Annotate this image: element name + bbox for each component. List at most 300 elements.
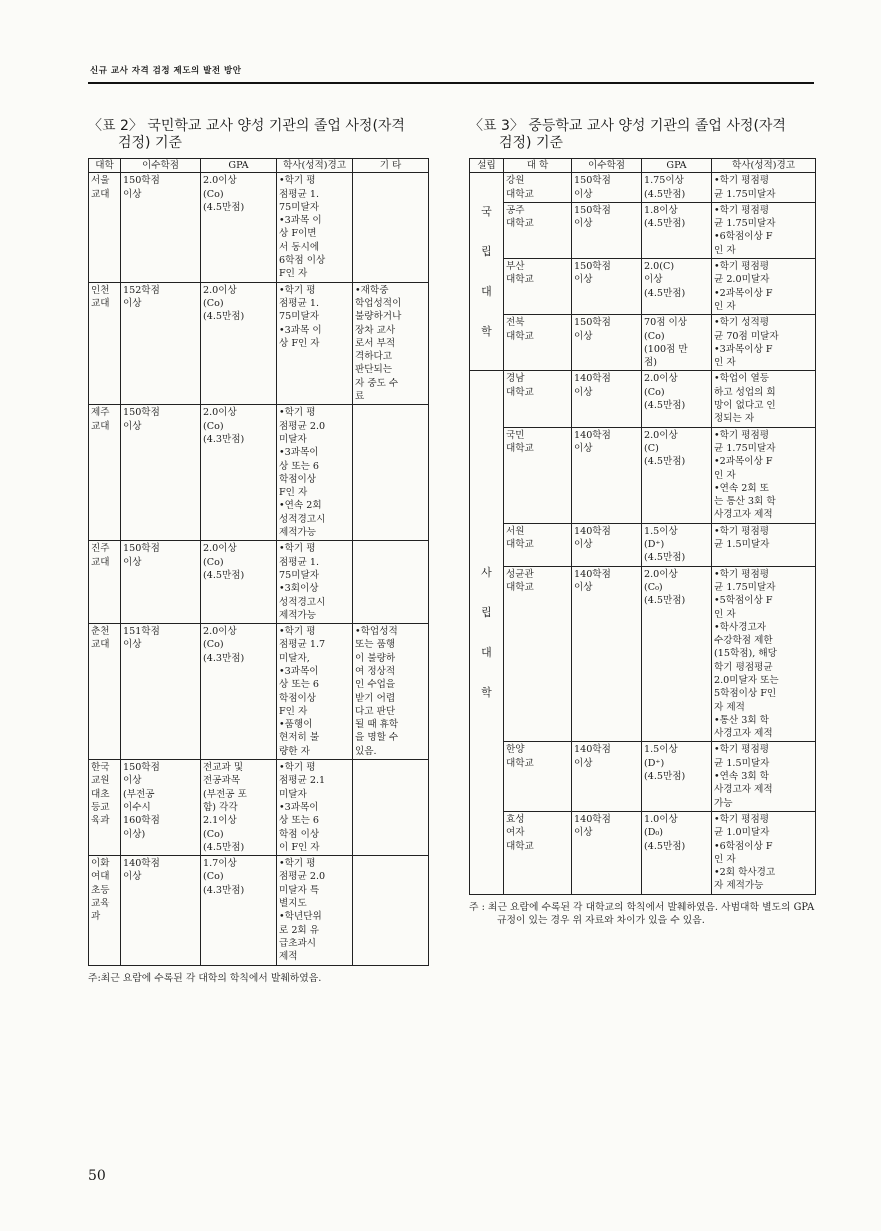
school-cell-line: 효성 <box>506 813 525 825</box>
gpa-cell <box>201 760 277 856</box>
establishment-char: 학 <box>481 324 492 338</box>
credits-cell-line: 이상 <box>574 827 593 839</box>
establishment-char: 대 <box>481 645 492 659</box>
warning-cell-line: 상 또는 6 <box>279 679 320 691</box>
warning-cell-line: 균 1.75미달자 <box>714 581 776 593</box>
warning-cell-line: •학기 평 <box>279 175 316 187</box>
table-row <box>89 405 429 541</box>
table3-header-cell: 대 학 <box>504 159 572 173</box>
gpa-cell-line: (4.5만점) <box>644 400 686 412</box>
credits-cell-line: 이상 <box>574 757 593 769</box>
table-row <box>470 566 816 742</box>
gpa-cell-line: (Co) <box>203 297 224 309</box>
warning-cell-line: •학기 평 <box>279 543 316 555</box>
table3-header-cell: GPA <box>642 159 712 173</box>
school-cell <box>504 427 572 523</box>
table-row <box>89 856 429 965</box>
gpa-cell-line: (4.5만점) <box>644 218 686 230</box>
gpa-cell <box>642 371 712 427</box>
gpa-cell-line: (4.3만점) <box>203 433 245 445</box>
credits-cell-line: 140학점 <box>574 429 611 441</box>
gpa-cell-line: (4.3만점) <box>203 884 245 896</box>
warning-cell-line: •학기 평 <box>279 762 316 774</box>
table2-caption-line2: 검정) 기준 <box>118 135 183 151</box>
warning-cell <box>712 259 816 315</box>
credits-cell-line: 140학점 <box>574 813 611 825</box>
school-cell-line: 대학교 <box>506 330 534 342</box>
school-cell-line: 초등 <box>91 884 110 896</box>
credits-cell <box>121 173 201 282</box>
table-row <box>470 811 816 894</box>
school-cell <box>504 202 572 258</box>
table-row <box>470 742 816 811</box>
gpa-cell <box>642 427 712 523</box>
gpa-cell-line: (Co) <box>203 556 224 568</box>
table-row <box>89 760 429 856</box>
warning-cell-line: F인 자 <box>279 705 308 717</box>
school-cell-line: 서원 <box>506 525 525 537</box>
gpa-cell-line: (4.5만점) <box>644 188 686 200</box>
other-cell-line: 판단되는 <box>355 364 393 376</box>
credits-cell-line: 151학점 <box>123 626 160 638</box>
table-row <box>89 541 429 624</box>
warning-cell-line: 학점 이상 <box>279 828 320 840</box>
gpa-cell-line: (D⁺) <box>644 757 665 769</box>
table3-header-cell: 설립 <box>470 159 504 173</box>
other-cell <box>353 405 429 541</box>
gpa-cell-line: 2.0(C) <box>644 261 675 273</box>
school-cell <box>504 742 572 811</box>
warning-cell <box>712 371 816 427</box>
gpa-cell-line: 점) <box>644 357 658 369</box>
warning-cell-line: 균 1.0미달자 <box>714 827 770 839</box>
gpa-cell-line: (Co) <box>203 420 224 432</box>
warning-cell-line: 점평균 1. <box>279 297 320 309</box>
school-cell-line: 대학교 <box>506 581 534 593</box>
gpa-cell-line: (Co) <box>644 330 665 342</box>
school-cell-line: 여대 <box>91 871 110 883</box>
warning-cell-line: •3과목이 <box>279 447 319 459</box>
warning-cell-line: •연속 2회 <box>279 500 322 512</box>
warning-cell-line: 상 F인 자 <box>279 337 320 349</box>
gpa-cell-line: 1.5이상 <box>644 525 678 537</box>
warning-cell <box>277 405 353 541</box>
warning-cell-line: 성적경고시 <box>279 513 326 525</box>
warning-cell-line: 자 제적가능 <box>714 880 764 892</box>
warning-cell-line: F인 자 <box>279 268 308 280</box>
school-cell-line: 교대 <box>91 188 110 200</box>
warning-cell-line: •학기 평점평 <box>714 568 770 580</box>
warning-cell-line: 75미달자 <box>279 311 320 323</box>
school-cell-line: 인천 <box>91 284 110 296</box>
gpa-cell-line: 2.1이상 <box>203 815 237 827</box>
other-cell-line: 될 때 휴학 <box>355 719 399 731</box>
credits-cell-line: 150학점 <box>574 317 611 329</box>
establishment-cell <box>470 173 504 371</box>
warning-cell-line: •학기 평점평 <box>714 813 770 825</box>
school-cell <box>89 282 121 405</box>
table3-caption <box>469 118 815 152</box>
credits-cell-line: 이상 <box>123 639 142 651</box>
credits-cell <box>121 405 201 541</box>
other-cell-line: 로서 부적 <box>355 337 396 349</box>
warning-cell-line: •통산 3회 학 <box>714 714 769 726</box>
warning-cell-line: 학기 평점평균 <box>714 661 773 673</box>
table2-caption <box>88 118 428 152</box>
table2-header-cell: 이수학점 <box>121 159 201 173</box>
warning-cell-line: 인 자 <box>714 244 736 256</box>
warning-cell-line: •3과목이 <box>279 665 319 677</box>
table3-header-cell: 이수학점 <box>572 159 642 173</box>
credits-cell-line: 이상 <box>123 420 142 432</box>
other-cell-line: 인 수업을 <box>355 679 396 691</box>
gpa-cell-line: (4.5만점) <box>203 311 245 323</box>
gpa-cell-line: 2.0이상 <box>644 568 678 580</box>
school-cell-line: 등교 <box>91 801 110 813</box>
school-cell-line: 한국 <box>91 762 110 774</box>
gpa-cell-line: 1.7이상 <box>203 858 237 870</box>
warning-cell-line: 수강학점 제한 <box>714 635 773 647</box>
school-cell-line: 경남 <box>506 373 525 385</box>
school-cell-line: 부산 <box>506 261 525 273</box>
school-cell-line: 교대 <box>91 639 110 651</box>
running-header: 신규 교사 자격 검정 제도의 발전 방안 <box>90 66 242 76</box>
warning-cell <box>277 282 353 405</box>
credits-cell-line: 이상 <box>574 188 593 200</box>
warning-cell-line: •학기 평점평 <box>714 744 770 756</box>
warning-cell-line: 점평균 2.0 <box>279 871 326 883</box>
warning-cell-line: •학기 성적평 <box>714 317 770 329</box>
credits-cell <box>572 566 642 742</box>
gpa-cell-line: (4.3만점) <box>203 652 245 664</box>
warning-cell-line: 5학점이상 F인 <box>714 688 777 700</box>
gpa-cell-line: 2.0이상 <box>644 373 678 385</box>
warning-cell-line: 제적가능 <box>279 527 317 539</box>
other-cell <box>353 173 429 282</box>
school-cell <box>504 371 572 427</box>
gpa-cell-line: (C₀) <box>644 581 663 593</box>
gpa-cell <box>642 315 712 371</box>
gpa-cell-line: 이상 <box>644 274 663 286</box>
warning-cell <box>712 427 816 523</box>
warning-cell-line: 인 자 <box>714 853 736 865</box>
warning-cell-line: 인 자 <box>714 469 736 481</box>
warning-cell-line: 상 또는 6 <box>279 460 320 472</box>
table2-body <box>89 173 429 965</box>
gpa-cell <box>642 742 712 811</box>
warning-cell-line: •학사경고자 <box>714 621 766 633</box>
credits-cell <box>572 523 642 566</box>
gpa-cell-line: 2.0이상 <box>203 626 237 638</box>
table2-header-cell: GPA <box>201 159 277 173</box>
warning-cell-line: 75미달자 <box>279 569 320 581</box>
other-cell <box>353 541 429 624</box>
warning-cell <box>712 523 816 566</box>
table3 <box>469 158 816 895</box>
table3-header-row <box>470 159 816 173</box>
warning-cell-line: •3과목 이 <box>279 324 322 336</box>
gpa-cell-line: 2.0이상 <box>203 407 237 419</box>
gpa-cell-line: (Co) <box>203 639 224 651</box>
warning-cell-line: 점평균 2.1 <box>279 775 326 787</box>
credits-cell-line: 140학점 <box>574 568 611 580</box>
warning-cell-line: 사경고자 제적 <box>714 509 773 521</box>
gpa-cell <box>642 523 712 566</box>
table-row <box>470 427 816 523</box>
table-row <box>89 624 429 760</box>
table2-header-cell: 학사(성적)경고 <box>277 159 353 173</box>
other-cell-line: •학업성적 <box>355 626 398 638</box>
warning-cell-line: 균 1.75미달자 <box>714 442 776 454</box>
school-cell-line: 대학교 <box>506 840 534 852</box>
gpa-cell <box>201 541 277 624</box>
table2 <box>88 158 429 966</box>
credits-cell-line: 140학점 <box>123 858 160 870</box>
warning-cell-line: 제적가능 <box>279 609 317 621</box>
school-cell <box>504 173 572 203</box>
credits-cell-line: 150학점 <box>574 175 611 187</box>
credits-cell-line: 이상 <box>574 539 593 551</box>
credits-cell-line: 이수시 <box>123 801 151 813</box>
school-cell-line: 진주 <box>91 543 110 555</box>
other-cell-line: 료 <box>355 391 365 403</box>
warning-cell-line: •학기 평 <box>279 284 316 296</box>
credits-cell-line: 150학점 <box>123 762 160 774</box>
warning-cell-line: 자 제적 <box>714 701 745 713</box>
gpa-cell-line: (부전공 포 <box>203 788 247 800</box>
credits-cell <box>121 541 201 624</box>
school-cell-line: 한양 <box>506 744 525 756</box>
establishment-char: 립 <box>481 605 492 619</box>
school-cell-line: 이화 <box>91 858 110 870</box>
establishment-char: 립 <box>481 244 492 258</box>
credits-cell-line: 이상 <box>574 330 593 342</box>
credits-cell-line: 140학점 <box>574 744 611 756</box>
warning-cell-line: 균 2.0미달자 <box>714 274 770 286</box>
school-cell <box>89 760 121 856</box>
credits-cell-line: 이상 <box>123 297 142 309</box>
establishment-char: 사 <box>481 565 492 579</box>
gpa-cell-line: (Co) <box>203 828 224 840</box>
gpa-cell-line: 2.0이상 <box>203 175 237 187</box>
school-cell-line: 교대 <box>91 420 110 432</box>
credits-cell-line: 150학점 <box>123 407 160 419</box>
credits-cell-line: 140학점 <box>574 373 611 385</box>
warning-cell-line: •학기 평점평 <box>714 261 770 273</box>
gpa-cell-line: 2.0이상 <box>644 429 678 441</box>
page-number: 50 <box>88 1168 106 1184</box>
credits-cell <box>121 282 201 405</box>
warning-cell-line: 가능 <box>714 797 733 809</box>
credits-cell-line: 150학점 <box>123 543 160 555</box>
credits-cell <box>121 760 201 856</box>
other-cell-line: 자 중도 수 <box>355 377 399 389</box>
gpa-cell-line: 70점 이상 <box>644 317 688 329</box>
warning-cell-line: 미달자 <box>279 433 307 445</box>
school-cell-line: 강원 <box>506 175 525 187</box>
gpa-cell-line: (4.5만점) <box>644 552 686 564</box>
gpa-cell-line: (4.5만점) <box>644 595 686 607</box>
warning-cell-line: 제적 <box>279 951 298 963</box>
gpa-cell-line: (100점 만 <box>644 343 688 355</box>
left-column <box>88 118 428 985</box>
table-row <box>470 202 816 258</box>
credits-cell <box>572 742 642 811</box>
table2-header-row <box>89 159 429 173</box>
warning-cell-line: •3과목이상 F <box>714 343 773 355</box>
warning-cell-line: •2과목이상 F <box>714 287 773 299</box>
credits-cell-line: 이상 <box>123 775 142 787</box>
other-cell-line: 다고 판단 <box>355 705 396 717</box>
establishment-cell <box>470 371 504 894</box>
gpa-cell <box>201 173 277 282</box>
school-cell-line: 대학교 <box>506 757 534 769</box>
table-row <box>470 371 816 427</box>
warning-cell-line: 미달자 특 <box>279 884 320 896</box>
gpa-cell <box>642 811 712 894</box>
school-cell <box>504 315 572 371</box>
table-row <box>89 282 429 405</box>
table-row <box>470 259 816 315</box>
table2-note: 주:최근 요람에 수록된 각 대학의 학칙에서 발췌하였음. <box>88 972 322 984</box>
school-cell-line: 대학교 <box>506 188 534 200</box>
school-cell <box>504 566 572 742</box>
warning-cell <box>712 315 816 371</box>
school-cell-line: 서울 <box>91 175 110 187</box>
warning-cell <box>712 742 816 811</box>
warning-cell-line: •학업이 열등 <box>714 373 770 385</box>
school-cell-line: 교육 <box>91 898 110 910</box>
credits-cell <box>572 202 642 258</box>
warning-cell-line: 사경고자 제적 <box>714 728 773 740</box>
credits-cell-line: 160학점 <box>123 815 160 827</box>
gpa-cell-line: 전공과목 <box>203 775 241 787</box>
warning-cell <box>712 811 816 894</box>
warning-cell-line: 학점이상 <box>279 692 317 704</box>
school-cell <box>504 811 572 894</box>
table-row <box>470 315 816 371</box>
gpa-cell-line: 1.8이상 <box>644 204 678 216</box>
warning-cell-line: •학기 평점평 <box>714 175 770 187</box>
school-cell-line: 제주 <box>91 407 110 419</box>
credits-cell <box>121 856 201 965</box>
warning-cell <box>277 541 353 624</box>
credits-cell <box>572 427 642 523</box>
school-cell <box>504 259 572 315</box>
warning-cell-line: •학기 평 <box>279 858 316 870</box>
warning-cell-line: F인 자 <box>279 487 308 499</box>
table2-header-cell: 대학 <box>89 159 121 173</box>
warning-cell <box>277 856 353 965</box>
gpa-cell <box>201 624 277 760</box>
warning-cell-line: 점평균 1.7 <box>279 639 326 651</box>
other-cell-line: 학업성적이 <box>355 297 402 309</box>
warning-cell-line: •연속 2회 또 <box>714 482 769 494</box>
warning-cell-line: 균 1.75미달자 <box>714 188 776 200</box>
credits-cell-line: 이상 <box>574 274 593 286</box>
other-cell-line: 불량하거나 <box>355 311 402 323</box>
gpa-cell-line: (D⁺) <box>644 539 665 551</box>
other-cell-line: 이 불량하 <box>355 652 396 664</box>
gpa-cell-line: (C) <box>644 442 659 454</box>
warning-cell-line: 급초과시 <box>279 937 317 949</box>
gpa-cell-line: (4.5만점) <box>644 456 686 468</box>
warning-cell-line: 상 F이면 <box>279 228 317 240</box>
other-cell-line: •재학중 <box>355 284 389 296</box>
other-cell-line: 받기 어렵 <box>355 692 396 704</box>
credits-cell-line: 이상 <box>574 386 593 398</box>
credits-cell-line: 140학점 <box>574 525 611 537</box>
credits-cell-line: 150학점 <box>574 204 611 216</box>
warning-cell-line: 균 1.75미달자 <box>714 218 776 230</box>
warning-cell-line: 점평균 1. <box>279 188 320 200</box>
school-cell-line: 대학교 <box>506 218 534 230</box>
warning-cell-line: 인 자 <box>714 300 736 312</box>
school-cell-line: 국민 <box>506 429 525 441</box>
other-cell-line: 여 정상적 <box>355 665 396 677</box>
warning-cell-line: 균 1.5미달자 <box>714 757 770 769</box>
header-rule <box>88 82 814 84</box>
credits-cell <box>121 624 201 760</box>
warning-cell-line: •학기 평점평 <box>714 204 770 216</box>
warning-cell-line: 미달자 <box>279 788 307 800</box>
warning-cell-line: 학점이상 <box>279 473 317 485</box>
warning-cell <box>277 173 353 282</box>
right-column <box>469 118 815 927</box>
table2-caption-line1: 〈표 2〉 국민학교 교사 양성 기관의 졸업 사정(자격 <box>88 118 405 134</box>
warning-cell-line: 성적경고시 <box>279 596 326 608</box>
warning-cell-line: •6학점이상 F <box>714 231 773 243</box>
gpa-cell-line: (4.5만점) <box>644 771 686 783</box>
other-cell <box>353 282 429 405</box>
warning-cell-line: 균 70점 미달자 <box>714 330 779 342</box>
gpa-cell <box>642 259 712 315</box>
warning-cell-line: 사경고자 제적 <box>714 784 773 796</box>
warning-cell-line: •3회이상 <box>279 583 319 595</box>
school-cell-line: 전북 <box>506 317 525 329</box>
school-cell <box>89 856 121 965</box>
credits-cell <box>572 173 642 203</box>
school-cell-line: 대초 <box>91 788 110 800</box>
school-cell-line: 교원 <box>91 775 110 787</box>
warning-cell-line: 점평균 1. <box>279 556 320 568</box>
warning-cell-line: 상 또는 6 <box>279 815 320 827</box>
gpa-cell-line: 1.5이상 <box>644 744 678 756</box>
warning-cell-line: 인 자 <box>714 357 736 369</box>
gpa-cell-line: (4.5만점) <box>644 287 686 299</box>
gpa-cell <box>201 856 277 965</box>
warning-cell-line: •6학점이상 F <box>714 840 773 852</box>
table3-caption-line2: 검정) 기준 <box>499 135 564 151</box>
credits-cell-line: 이상 <box>574 218 593 230</box>
gpa-cell-line: (4.5만점) <box>644 840 686 852</box>
school-cell <box>89 405 121 541</box>
other-cell <box>353 856 429 965</box>
warning-cell-line: 정되는 자 <box>714 413 755 425</box>
credits-cell-line: 이상 <box>123 871 142 883</box>
warning-cell-line: •3과목이 <box>279 801 319 813</box>
other-cell-line: 있음. <box>355 745 377 757</box>
warning-cell <box>712 566 816 742</box>
gpa-cell-line: (Co) <box>203 871 224 883</box>
warning-cell-line: 6학점 이상 <box>279 255 326 267</box>
table3-note: 주 : 최근 요람에 수록된 각 대학교의 학칙에서 발췌하였음. 사범대학 별도의 GPA규정이 있는 경우 위 자료와 차이가 있을 수 있음. <box>469 901 815 926</box>
credits-cell-line: 이상 <box>574 442 593 454</box>
warning-cell-line: (15학점), 해당 <box>714 648 777 660</box>
warning-cell <box>277 624 353 760</box>
other-cell-line: 장차 교사 <box>355 324 396 336</box>
table-row <box>470 523 816 566</box>
